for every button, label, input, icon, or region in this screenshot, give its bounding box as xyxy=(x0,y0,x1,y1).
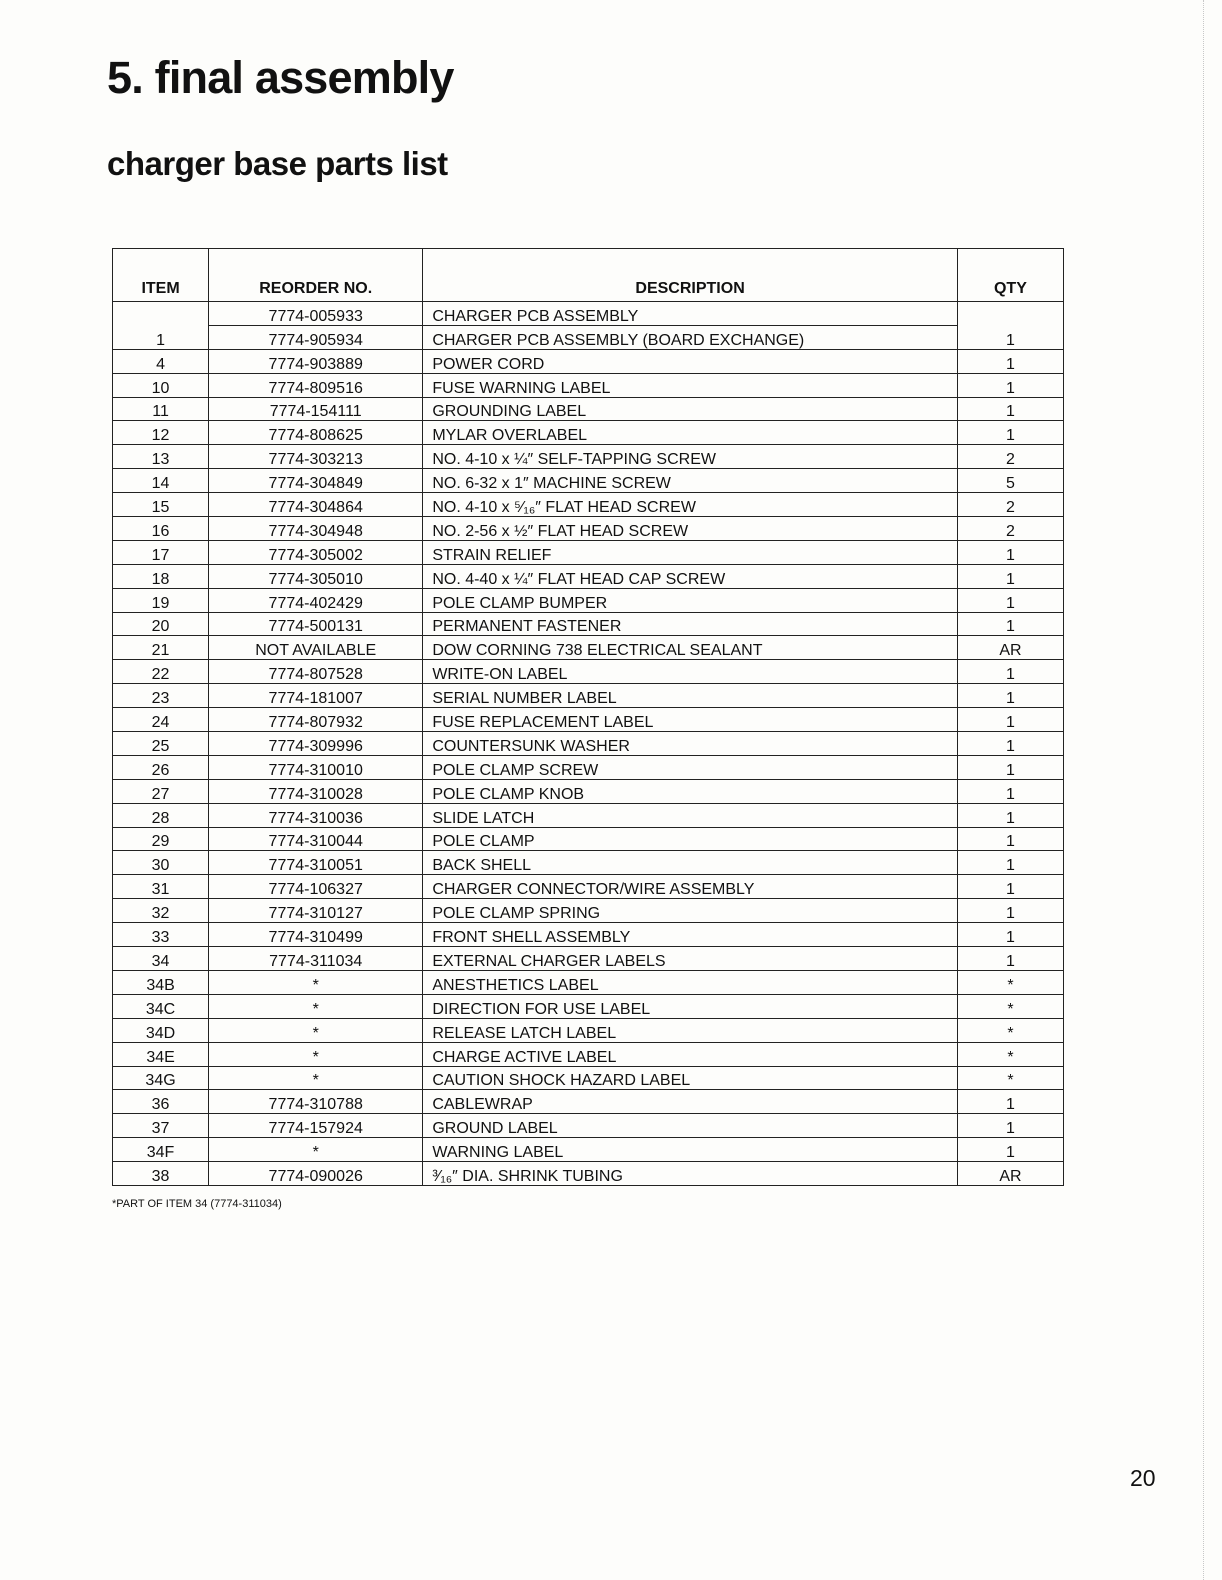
qty-cell: 1 xyxy=(957,755,1063,779)
description-cell: POWER CORD xyxy=(423,349,958,373)
description-cell: ³⁄₁₆″ DIA. SHRINK TUBING xyxy=(423,1162,958,1186)
qty-cell: 1 xyxy=(957,803,1063,827)
description-cell: NO. 4-40 x ¼″ FLAT HEAD CAP SCREW xyxy=(423,564,958,588)
qty-cell: 1 xyxy=(957,732,1063,756)
description-cell: CABLEWRAP xyxy=(423,1090,958,1114)
item-cell: 34E xyxy=(113,1042,209,1066)
reorder-cell: 7774-807528 xyxy=(209,660,423,684)
reorder-cell: 7774-304948 xyxy=(209,517,423,541)
item-cell: 23 xyxy=(113,684,209,708)
qty-cell: 5 xyxy=(957,469,1063,493)
description-cell: DOW CORNING 738 ELECTRICAL SEALANT xyxy=(423,636,958,660)
item-cell: 34 xyxy=(113,947,209,971)
table-row xyxy=(113,421,1064,445)
table-row xyxy=(113,469,1064,493)
description-cell: CHARGER PCB ASSEMBLY (BOARD EXCHANGE) xyxy=(423,325,958,349)
description-cell: STRAIN RELIEF xyxy=(423,540,958,564)
table-row xyxy=(113,755,1064,779)
reorder-cell: NOT AVAILABLE xyxy=(209,636,423,660)
qty-cell: 1 xyxy=(957,1138,1063,1162)
reorder-cell: 7774-905934 xyxy=(209,325,423,349)
item-cell: 10 xyxy=(113,373,209,397)
description-cell: NO. 6-32 x 1″ MACHINE SCREW xyxy=(423,469,958,493)
reorder-cell: 7774-305010 xyxy=(209,564,423,588)
item-cell: 30 xyxy=(113,851,209,875)
qty-cell: 2 xyxy=(957,445,1063,469)
table-row xyxy=(113,517,1064,541)
table-row xyxy=(113,302,1064,326)
description-cell: FRONT SHELL ASSEMBLY xyxy=(423,923,958,947)
table-row xyxy=(113,373,1064,397)
item-cell: 31 xyxy=(113,875,209,899)
reorder-cell: 7774-903889 xyxy=(209,349,423,373)
reorder-cell: 7774-005933 xyxy=(209,302,423,326)
description-cell: NO. 4-10 x ⁵⁄₁₆″ FLAT HEAD SCREW xyxy=(423,493,958,517)
table-row xyxy=(113,564,1064,588)
item-cell: 24 xyxy=(113,708,209,732)
description-cell: POLE CLAMP SPRING xyxy=(423,899,958,923)
item-cell: 27 xyxy=(113,779,209,803)
qty-cell: 1 xyxy=(957,397,1063,421)
description-cell: DIRECTION FOR USE LABEL xyxy=(423,994,958,1018)
description-cell: SERIAL NUMBER LABEL xyxy=(423,684,958,708)
table-row xyxy=(113,1114,1064,1138)
table-row xyxy=(113,684,1064,708)
description-cell: WRITE-ON LABEL xyxy=(423,660,958,684)
qty-cell: 1 xyxy=(957,540,1063,564)
page-title: 5. final assembly xyxy=(107,52,454,103)
qty-cell: 1 xyxy=(957,779,1063,803)
item-cell: 38 xyxy=(113,1162,209,1186)
table-row xyxy=(113,708,1064,732)
table-row xyxy=(113,636,1064,660)
parts-table xyxy=(112,248,1064,1186)
description-cell: NO. 4-10 x ¼″ SELF-TAPPING SCREW xyxy=(423,445,958,469)
reorder-cell: 7774-310044 xyxy=(209,827,423,851)
table-row xyxy=(113,540,1064,564)
reorder-cell: 7774-154111 xyxy=(209,397,423,421)
table-row xyxy=(113,1090,1064,1114)
item-cell: 26 xyxy=(113,755,209,779)
table-row xyxy=(113,493,1064,517)
item-cell: 34F xyxy=(113,1138,209,1162)
qty-cell: 1 xyxy=(957,612,1063,636)
table-row xyxy=(113,588,1064,612)
qty-cell: 1 xyxy=(957,660,1063,684)
reorder-cell: * xyxy=(209,970,423,994)
item-cell: 34B xyxy=(113,970,209,994)
item-cell: 28 xyxy=(113,803,209,827)
reorder-cell: 7774-807932 xyxy=(209,708,423,732)
description-cell: RELEASE LATCH LABEL xyxy=(423,1018,958,1042)
item-cell: 34D xyxy=(113,1018,209,1042)
reorder-cell: 7774-402429 xyxy=(209,588,423,612)
item-cell: 14 xyxy=(113,469,209,493)
qty-cell: 2 xyxy=(957,517,1063,541)
table-row xyxy=(113,397,1064,421)
table-row xyxy=(113,1162,1064,1186)
qty-cell: * xyxy=(957,1042,1063,1066)
qty-cell: AR xyxy=(957,636,1063,660)
description-cell: CHARGE ACTIVE LABEL xyxy=(423,1042,958,1066)
reorder-cell: 7774-809516 xyxy=(209,373,423,397)
table-row xyxy=(113,445,1064,469)
item-cell: 37 xyxy=(113,1114,209,1138)
table-row xyxy=(113,1066,1064,1090)
reorder-cell: 7774-500131 xyxy=(209,612,423,636)
qty-cell: 1 xyxy=(957,827,1063,851)
description-cell: SLIDE LATCH xyxy=(423,803,958,827)
item-cell: 18 xyxy=(113,564,209,588)
reorder-cell: 7774-157924 xyxy=(209,1114,423,1138)
item-cell: 16 xyxy=(113,517,209,541)
table-row xyxy=(113,732,1064,756)
reorder-cell: 7774-304864 xyxy=(209,493,423,517)
reorder-cell: 7774-808625 xyxy=(209,421,423,445)
qty-cell: * xyxy=(957,1018,1063,1042)
item-cell: 22 xyxy=(113,660,209,684)
header-item: ITEM xyxy=(113,249,209,302)
page-edge-line xyxy=(1203,0,1204,1580)
reorder-cell: * xyxy=(209,1042,423,1066)
item-cell: 20 xyxy=(113,612,209,636)
table-row xyxy=(113,325,1064,349)
item-cell: 15 xyxy=(113,493,209,517)
qty-cell: * xyxy=(957,1066,1063,1090)
qty-cell: 1 xyxy=(957,923,1063,947)
description-cell: GROUND LABEL xyxy=(423,1114,958,1138)
reorder-cell: 7774-310788 xyxy=(209,1090,423,1114)
description-cell: EXTERNAL CHARGER LABELS xyxy=(423,947,958,971)
qty-cell: 1 xyxy=(957,1090,1063,1114)
reorder-cell: * xyxy=(209,994,423,1018)
table-row xyxy=(113,875,1064,899)
reorder-cell: 7774-311034 xyxy=(209,947,423,971)
item-cell: 29 xyxy=(113,827,209,851)
reorder-cell: * xyxy=(209,1138,423,1162)
table-row xyxy=(113,970,1064,994)
description-cell: NO. 2-56 x ½″ FLAT HEAD SCREW xyxy=(423,517,958,541)
item-cell: 11 xyxy=(113,397,209,421)
item-cell: 34G xyxy=(113,1066,209,1090)
qty-cell: 1 xyxy=(957,302,1063,350)
qty-cell: 1 xyxy=(957,851,1063,875)
item-cell: 13 xyxy=(113,445,209,469)
qty-cell: 1 xyxy=(957,684,1063,708)
qty-cell: AR xyxy=(957,1162,1063,1186)
table-header-row xyxy=(113,249,1064,302)
description-cell: CAUTION SHOCK HAZARD LABEL xyxy=(423,1066,958,1090)
section-title: charger base parts list xyxy=(107,145,448,182)
item-cell: 19 xyxy=(113,588,209,612)
qty-cell: 1 xyxy=(957,875,1063,899)
description-cell: BACK SHELL xyxy=(423,851,958,875)
qty-cell: 1 xyxy=(957,373,1063,397)
footnote: *PART OF ITEM 34 (7774-311034) xyxy=(112,1198,282,1210)
description-cell: COUNTERSUNK WASHER xyxy=(423,732,958,756)
item-cell: 17 xyxy=(113,540,209,564)
description-cell: CHARGER PCB ASSEMBLY xyxy=(423,302,958,326)
item-cell: 21 xyxy=(113,636,209,660)
reorder-cell: 7774-090026 xyxy=(209,1162,423,1186)
reorder-cell: 7774-304849 xyxy=(209,469,423,493)
item-cell: 34C xyxy=(113,994,209,1018)
reorder-cell: 7774-305002 xyxy=(209,540,423,564)
header-qty: QTY xyxy=(957,249,1063,302)
reorder-cell: 7774-310010 xyxy=(209,755,423,779)
table-row xyxy=(113,947,1064,971)
description-cell: FUSE REPLACEMENT LABEL xyxy=(423,708,958,732)
qty-cell: * xyxy=(957,994,1063,1018)
reorder-cell: 7774-310036 xyxy=(209,803,423,827)
description-cell: CHARGER CONNECTOR/WIRE ASSEMBLY xyxy=(423,875,958,899)
qty-cell: 1 xyxy=(957,708,1063,732)
qty-cell: 2 xyxy=(957,493,1063,517)
page-number: 20 xyxy=(1130,1465,1156,1491)
item-cell: 4 xyxy=(113,349,209,373)
table-row xyxy=(113,612,1064,636)
description-cell: POLE CLAMP BUMPER xyxy=(423,588,958,612)
description-cell: POLE CLAMP KNOB xyxy=(423,779,958,803)
qty-cell: 1 xyxy=(957,899,1063,923)
item-cell: 12 xyxy=(113,421,209,445)
reorder-cell: * xyxy=(209,1018,423,1042)
table-row xyxy=(113,851,1064,875)
qty-cell: * xyxy=(957,970,1063,994)
item-cell: 33 xyxy=(113,923,209,947)
item-cell: 36 xyxy=(113,1090,209,1114)
header-description: DESCRIPTION xyxy=(423,249,958,302)
table-row xyxy=(113,349,1064,373)
reorder-cell: 7774-106327 xyxy=(209,875,423,899)
table-row xyxy=(113,899,1064,923)
description-cell: GROUNDING LABEL xyxy=(423,397,958,421)
reorder-cell: 7774-310051 xyxy=(209,851,423,875)
table-row xyxy=(113,779,1064,803)
qty-cell: 1 xyxy=(957,349,1063,373)
qty-cell: 1 xyxy=(957,947,1063,971)
description-cell: PERMANENT FASTENER xyxy=(423,612,958,636)
item-cell: 1 xyxy=(113,302,209,350)
reorder-cell: 7774-310127 xyxy=(209,899,423,923)
reorder-cell: 7774-303213 xyxy=(209,445,423,469)
reorder-cell: 7774-310499 xyxy=(209,923,423,947)
table-row xyxy=(113,827,1064,851)
description-cell: ANESTHETICS LABEL xyxy=(423,970,958,994)
table-row xyxy=(113,660,1064,684)
item-cell: 25 xyxy=(113,732,209,756)
table-row xyxy=(113,1138,1064,1162)
reorder-cell: 7774-309996 xyxy=(209,732,423,756)
table-row xyxy=(113,994,1064,1018)
qty-cell: 1 xyxy=(957,564,1063,588)
qty-cell: 1 xyxy=(957,421,1063,445)
description-cell: POLE CLAMP xyxy=(423,827,958,851)
qty-cell: 1 xyxy=(957,1114,1063,1138)
reorder-cell: 7774-181007 xyxy=(209,684,423,708)
description-cell: MYLAR OVERLABEL xyxy=(423,421,958,445)
header-reorder: REORDER NO. xyxy=(209,249,423,302)
reorder-cell: 7774-310028 xyxy=(209,779,423,803)
qty-cell: 1 xyxy=(957,588,1063,612)
reorder-cell: * xyxy=(209,1066,423,1090)
item-cell: 32 xyxy=(113,899,209,923)
table-row xyxy=(113,1042,1064,1066)
description-cell: WARNING LABEL xyxy=(423,1138,958,1162)
description-cell: POLE CLAMP SCREW xyxy=(423,755,958,779)
table-row xyxy=(113,803,1064,827)
table-row xyxy=(113,1018,1064,1042)
table-row xyxy=(113,923,1064,947)
description-cell: FUSE WARNING LABEL xyxy=(423,373,958,397)
